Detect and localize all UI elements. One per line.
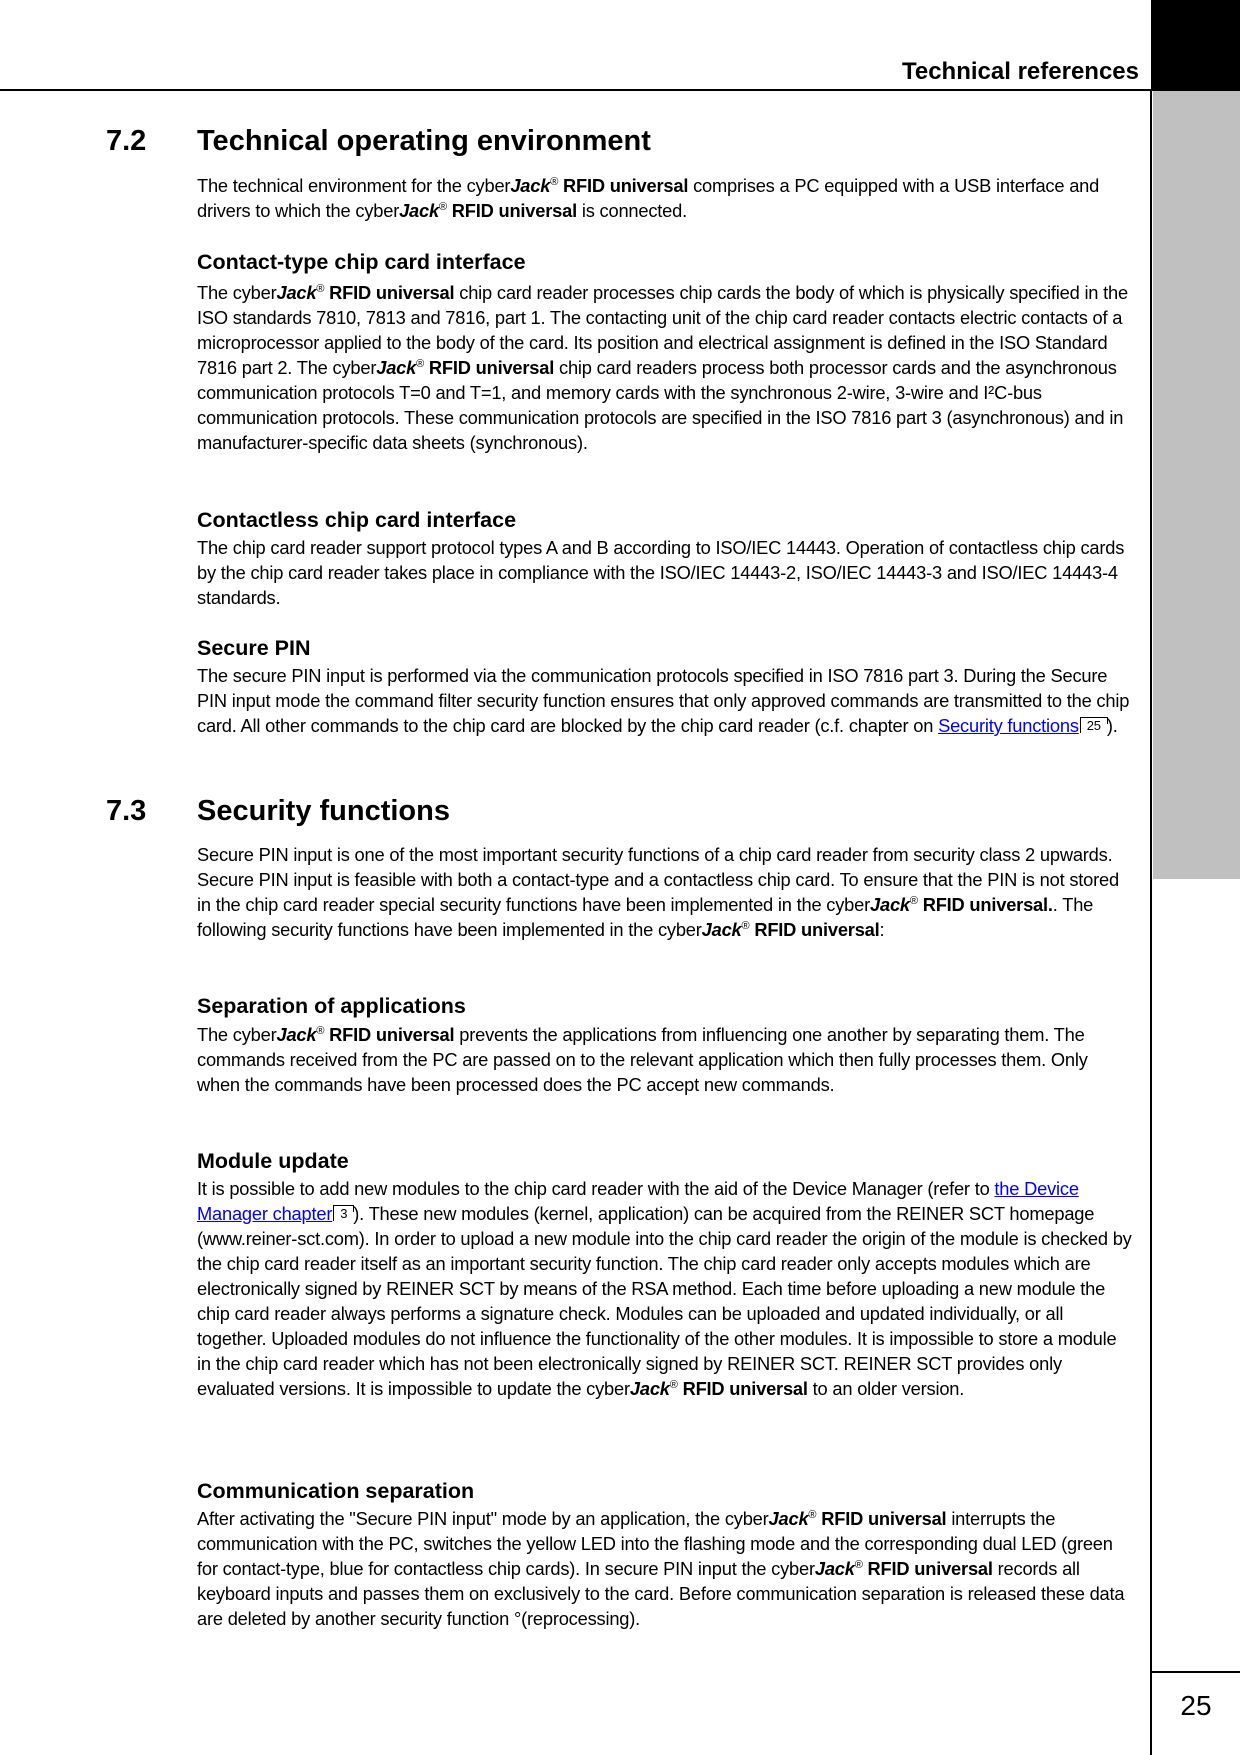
margin-rule — [1150, 89, 1152, 1755]
security-functions-link[interactable]: Security functions — [938, 715, 1079, 736]
section-number: 7.2 — [106, 125, 147, 157]
page-number-rule — [1152, 1671, 1240, 1673]
subheading-separation: Separation of applications — [197, 994, 466, 1018]
section-title: Security functions — [197, 795, 450, 827]
chapter-tab-gray — [1153, 91, 1240, 879]
paragraph-contact-interface: The cyberJack® RFID universal chip card reader processes chip cards the body of which is physically specified in the ISO standards 7810, 7813 and 7816, part 1. The contacting unit of the chip card reader contacts electric contacts of a microprocessor applied to the body of the card. Its position and electrical assignment is defined in the ISO Standard 7816 part 2. The cyberJack® RFID universal chip card readers process both processor cards and the asynchronous communication protocols T=0 and T=1, and memory cards with the synchronous 2-wire, 3-wire and I²C-bus communication protocols. These communication protocols are specified in the ISO 7816 part 3 (asynchronous) and in manufacturer-specific data sheets (synchronous). — [197, 282, 1128, 453]
section-heading-7-2 — [106, 125, 651, 158]
header-rule — [0, 89, 1151, 91]
subheading-module-update: Module update — [197, 1149, 349, 1173]
paragraph-intro-7-2: The technical environment for the cyberJack® RFID universal comprises a PC equipped with a USB interface and drivers to which the cyberJack® RFID universal is connected. — [197, 175, 1100, 221]
subheading-communication-separation: Communication separation — [197, 1479, 475, 1503]
running-header: Technical references — [901, 58, 1139, 85]
device-manager-link[interactable]: the Device Manager chapter — [197, 1178, 1079, 1224]
page-number: 25 — [1180, 1690, 1212, 1721]
paragraph-intro-7-3: Secure PIN input is one of the most important security functions of a chip card reader from security class 2 upwards. Secure PIN input is feasible with both a contact-type and a contactless chip card. To ensure that the PIN is not stored in the chip card reader special security functions have been implemented in the cyberJack® RFID universal.. The following security functions have been implemented in the cyberJack® RFID universal: — [197, 844, 1119, 940]
subheading-contactless-interface: Contactless chip card interface — [197, 508, 517, 532]
section-heading-7-3 — [106, 795, 450, 828]
paragraph-contactless-interface: The chip card reader support protocol types A and B according to ISO/IEC 14443. Operation of contactless chip cards by the chip card reader takes place in compliance with the ISO/IEC 14443-2, ISO/IEC 14443-3 and ISO/IEC 14443-4 standards. — [197, 537, 1125, 608]
paragraph-module-update: It is possible to add new modules to the chip card reader with the aid of the Device Manager (refer to the Device Manager chapter 3 ). These new modules (kernel, application) can be acquired from the REINER SCT homepage (www.reiner-sct.com). In order to upload a new module into the chip card reader the origin of the module is checked by the chip card reader itself as an important security function. The chip card reader only accepts modules which are electronically signed by REINER SCT by means of the RSA method. Each time before uploading a new module the chip card reader always performs a signature check. Modules can be uploaded and updated individually, or all together. Uploaded modules do not influence the functionality of the other modules. It is impossible to store a module in the chip card reader which has not been electronically signed by REINER SCT. REINER SCT provides only evaluated versions. It is impossible to update the cyberJack® RFID universal to an older version. — [197, 1178, 1132, 1399]
page-reference-icon[interactable]: 3 — [333, 1205, 353, 1221]
section-number: 7.3 — [106, 795, 147, 827]
paragraph-communication-separation: After activating the "Secure PIN input" mode by an application, the cyberJack® RFID universal interrupts the communication with the PC, switches the yellow LED into the flashing mode and the corresponding dual LED (green for contact-type, blue for contactless chip cards). In secure PIN input the cyberJack® RFID universal records all keyboard inputs and passes them on exclusively to the card. Before communication separation is released these data are deleted by another security function °(reprocessing). — [197, 1508, 1125, 1629]
paragraph-secure-pin: The secure PIN input is performed via the communication protocols specified in ISO 7816 part 3. During the Secure PIN input mode the command filter security function ensures that only approved commands are transmitted to the chip card. All other commands to the chip card are blocked by the chip card reader (c.f. chapter on Security functions 25 ). — [197, 665, 1130, 736]
paragraph-separation: The cyberJack® RFID universal prevents the applications from influencing one another by separating them. The commands received from the PC are passed on to the relevant application which then fully processes them. Only when the commands have been processed does the PC accept new commands. — [197, 1024, 1088, 1095]
subheading-contact-interface: Contact-type chip card interface — [197, 250, 526, 274]
page-reference-icon[interactable]: 25 — [1080, 717, 1107, 733]
subheading-secure-pin: Secure PIN — [197, 636, 311, 660]
section-title: Technical operating environment — [197, 125, 651, 157]
chapter-tab-black — [1151, 0, 1240, 91]
